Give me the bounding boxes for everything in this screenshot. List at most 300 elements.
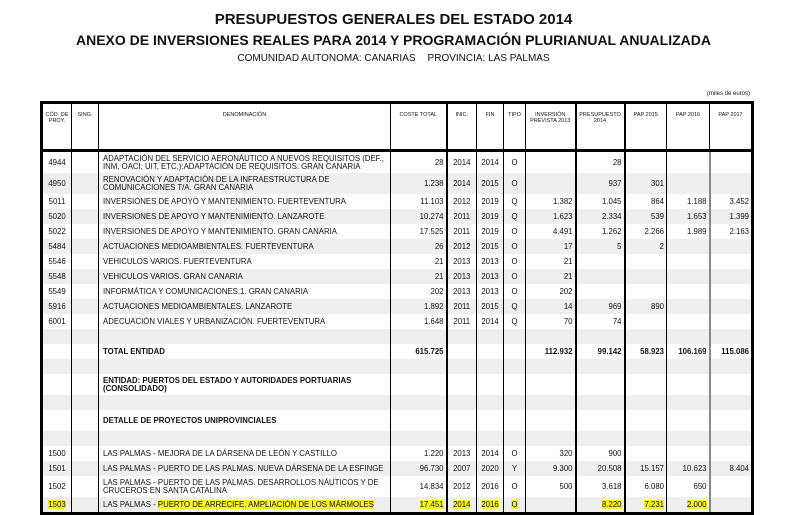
document-subtitle: ANEXO DE INVERSIONES REALES PARA 2014 Y PROGRAMACIÓN PLURIANUAL ANUALIZADA <box>75 32 711 48</box>
cell-inic <box>447 395 477 410</box>
cell-tipo <box>504 329 526 344</box>
cell-coste: 26 <box>391 239 447 254</box>
cell-fin <box>477 431 504 446</box>
cell-sing <box>72 284 99 299</box>
cell-inic <box>447 431 477 446</box>
cell-sing <box>72 209 99 224</box>
highlighted-text: PUERTO DE ARRECIFE. AMPLIACIÓN DE LOS MÁRMOLES <box>157 499 374 509</box>
cell-inv: 21 <box>526 254 576 269</box>
cell-fin <box>477 497 504 514</box>
cell-inic: 2007 <box>447 461 477 476</box>
cell-den: ENTIDAD: PUERTOS DEL ESTADO Y AUTORIDADES PORTUARIAS (CONSOLIDADO) <box>99 374 391 395</box>
region-line <box>0 53 787 64</box>
cell-cod: 1502 <box>42 476 72 497</box>
cell-fin: 2019 <box>477 209 504 224</box>
cell-tipo <box>504 344 526 359</box>
cell-coste: 14.834 <box>391 476 447 497</box>
document-title: PRESUPUESTOS GENERALES DEL ESTADO 2014 <box>214 11 573 28</box>
cell-coste <box>391 329 447 344</box>
cell-coste: 11.103 <box>391 194 447 209</box>
cell-coste: 28 <box>391 151 447 174</box>
cell-cod <box>42 374 72 395</box>
cell-den: DETALLE DE PROYECTOS UNIPROVINCIALES <box>99 410 391 431</box>
cell-den: ADAPTACIÓN DEL SERVICIO AERONÁUTICO A NUEVOS REQUISITOS (DEF., INM, OACI, UIT, ETC.):ADAPTACIÓN DE REQUISITOS. GRAN CANARIA <box>99 151 391 174</box>
cell-cod: 6001 <box>42 314 72 329</box>
cell-pres: 1.262 <box>576 224 625 239</box>
cell-inv <box>526 497 576 514</box>
cell-coste: 1.220 <box>391 446 447 461</box>
cell-inic: 2014 <box>447 173 477 194</box>
cell-inv: 320 <box>526 446 576 461</box>
cell-coste <box>391 374 447 395</box>
cell-p17 <box>710 314 753 329</box>
table-row <box>42 173 753 194</box>
cell-cod: 5548 <box>42 269 72 284</box>
cell-inv: 14 <box>526 299 576 314</box>
cell-p16 <box>667 173 710 194</box>
table-row <box>42 299 753 314</box>
cell-pres: 99.142 <box>576 344 625 359</box>
cell-den <box>99 395 391 410</box>
cell-inv: 21 <box>526 269 576 284</box>
cell-sing <box>72 410 99 431</box>
cell-p16 <box>667 497 710 514</box>
highlighted-text: 2014 <box>453 499 471 509</box>
cell-den <box>99 497 391 514</box>
cell-cod <box>42 359 72 374</box>
cell-p16 <box>667 410 710 431</box>
cell-tipo <box>504 497 526 514</box>
column-header-tipo: TIPO <box>504 103 526 151</box>
table-row <box>42 284 753 299</box>
cell-pres <box>576 359 625 374</box>
cell-den: INFORMÁTICA Y COMUNICACIONES.1. GRAN CANARIA <box>99 284 391 299</box>
cell-p15 <box>625 374 667 395</box>
cell-tipo: O <box>504 151 526 174</box>
cell-p15 <box>625 446 667 461</box>
cell-tipo <box>504 410 526 431</box>
cell-p15: 58.923 <box>625 344 667 359</box>
community-label: COMUNIDAD AUTONOMA: CANARIAS <box>237 53 416 64</box>
province-label: PROVINCIA: LAS PALMAS <box>427 53 550 64</box>
cell-cod: 5484 <box>42 239 72 254</box>
cell-fin: 2014 <box>477 446 504 461</box>
cell-den: INVERSIONES DE APOYO Y MANTENIMIENTO. GRAN CANARIA <box>99 224 391 239</box>
cell-inic: 2012 <box>447 476 477 497</box>
cell-p17 <box>710 151 753 174</box>
cell-pres: 900 <box>576 446 625 461</box>
spacer-row <box>42 359 753 374</box>
cell-inic <box>447 329 477 344</box>
cell-p16 <box>667 151 710 174</box>
cell-tipo: O <box>504 284 526 299</box>
cell-pres: 74 <box>576 314 625 329</box>
cell-fin: 2019 <box>477 194 504 209</box>
cell-p17 <box>710 410 753 431</box>
column-header-fin: FIN <box>477 103 504 151</box>
cell-inv <box>526 431 576 446</box>
cell-inv: 500 <box>526 476 576 497</box>
column-header-inic: INIC. <box>447 103 477 151</box>
cell-fin: 2015 <box>477 239 504 254</box>
table-row <box>42 194 753 209</box>
cell-den: TOTAL ENTIDAD <box>99 344 391 359</box>
cell-inic <box>447 344 477 359</box>
cell-sing <box>72 194 99 209</box>
cell-inv: 1.382 <box>526 194 576 209</box>
highlighted-text: 8.220 <box>601 499 622 509</box>
cell-pres: 969 <box>576 299 625 314</box>
cell-tipo <box>504 374 526 395</box>
cell-p17: 8.404 <box>710 461 753 476</box>
cell-p17: 3.452 <box>710 194 753 209</box>
cell-pres <box>576 410 625 431</box>
cell-inv: 4.491 <box>526 224 576 239</box>
cell-p17 <box>710 446 753 461</box>
cell-inic: 2013 <box>447 284 477 299</box>
cell-fin: 2013 <box>477 284 504 299</box>
table-row <box>42 476 753 497</box>
cell-p17 <box>710 173 753 194</box>
cell-den: LAS PALMAS - MEJORA DE LA DÁRSENA DE LEÓN Y CASTILLO <box>99 446 391 461</box>
cell-inic <box>447 359 477 374</box>
cell-pres: 20.508 <box>576 461 625 476</box>
spacer-row <box>42 431 753 446</box>
cell-fin: 2013 <box>477 269 504 284</box>
cell-p17 <box>710 284 753 299</box>
cell-cod: 5549 <box>42 284 72 299</box>
cell-coste: 1.238 <box>391 173 447 194</box>
cell-p16: 106.169 <box>667 344 710 359</box>
cell-p15: 2 <box>625 239 667 254</box>
cell-den <box>99 329 391 344</box>
table-row <box>42 446 753 461</box>
cell-coste: 202 <box>391 284 447 299</box>
table-row <box>42 239 753 254</box>
cell-p17 <box>710 476 753 497</box>
cell-pres: 2.334 <box>576 209 625 224</box>
cell-cod: 1501 <box>42 461 72 476</box>
column-header-coste: COSTE TOTAL <box>391 103 447 151</box>
cell-den: VEHICULOS VARIOS. GRAN CANARIA <box>99 269 391 284</box>
cell-fin: 2019 <box>477 224 504 239</box>
cell-sing <box>72 239 99 254</box>
cell-fin <box>477 395 504 410</box>
cell-inic: 2011 <box>447 299 477 314</box>
cell-tipo: O <box>504 476 526 497</box>
cell-inv <box>526 329 576 344</box>
cell-inic: 2013 <box>447 254 477 269</box>
cell-inic: 2011 <box>447 209 477 224</box>
cell-den: LAS PALMAS - PUERTO DE LAS PALMAS. NUEVA DÁRSENA DE LA ESFINGE <box>99 461 391 476</box>
cell-pres <box>576 329 625 344</box>
table-row <box>42 209 753 224</box>
units-note: (miles de euros) <box>707 91 751 97</box>
table-row <box>42 374 753 395</box>
cell-coste <box>391 431 447 446</box>
cell-inv <box>526 374 576 395</box>
cell-sing <box>72 476 99 497</box>
cell-coste <box>391 359 447 374</box>
cell-p16 <box>667 314 710 329</box>
cell-inv: 17 <box>526 239 576 254</box>
column-header-p15: PAP 2015 <box>625 103 667 151</box>
cell-inic: 2013 <box>447 446 477 461</box>
cell-cod <box>42 344 72 359</box>
cell-inv: 202 <box>526 284 576 299</box>
cell-fin <box>477 410 504 431</box>
cell-tipo: O <box>504 446 526 461</box>
cell-fin <box>477 344 504 359</box>
highlighted-text: 1503 <box>48 499 66 509</box>
cell-cod: 1500 <box>42 446 72 461</box>
table-row <box>42 254 753 269</box>
cell-cod: 5020 <box>42 209 72 224</box>
cell-inic: 2012 <box>447 239 477 254</box>
cell-inic: 2011 <box>447 314 477 329</box>
cell-fin: 2015 <box>477 173 504 194</box>
cell-cod: 4950 <box>42 173 72 194</box>
cell-fin: 2016 <box>477 476 504 497</box>
cell-cod: 5011 <box>42 194 72 209</box>
cell-p15 <box>625 497 667 514</box>
table-row <box>42 497 753 514</box>
cell-den: RENOVACIÓN Y ADAPTACIÓN DE LA INFRAESTRUCTURA DE COMUNICACIONES T/A. GRAN CANARIA <box>99 173 391 194</box>
spacer-row <box>42 395 753 410</box>
cell-inv <box>526 359 576 374</box>
cell-coste: 1.892 <box>391 299 447 314</box>
cell-tipo: O <box>504 224 526 239</box>
table-row <box>42 410 753 431</box>
cell-den: LAS PALMAS - PUERTO DE LAS PALMAS. DESARROLLOS NÁUTICOS Y DE CRUCEROS EN SANTA CATALINA <box>99 476 391 497</box>
cell-den: ADECUACIÓN VIALES Y URBANIZACIÓN. FUERTEVENTURA <box>99 314 391 329</box>
cell-sing <box>72 269 99 284</box>
cell-p16 <box>667 329 710 344</box>
cell-p15: 890 <box>625 299 667 314</box>
cell-p16 <box>667 299 710 314</box>
cell-fin <box>477 374 504 395</box>
cell-sing <box>72 446 99 461</box>
cell-p15 <box>625 329 667 344</box>
cell-coste: 21 <box>391 254 447 269</box>
cell-sing <box>72 431 99 446</box>
cell-tipo: O <box>504 254 526 269</box>
cell-sing <box>72 254 99 269</box>
cell-cod <box>42 329 72 344</box>
highlighted-text: 2.000 <box>686 499 707 509</box>
cell-inv: 1.623 <box>526 209 576 224</box>
cell-pres <box>576 497 625 514</box>
cell-p15 <box>625 395 667 410</box>
column-header-den: DENOMINACIÓN <box>99 103 391 151</box>
cell-fin: 2020 <box>477 461 504 476</box>
cell-coste: 21 <box>391 269 447 284</box>
cell-inv: 9.300 <box>526 461 576 476</box>
cell-p15 <box>625 269 667 284</box>
cell-p17 <box>710 431 753 446</box>
cell-p15: 864 <box>625 194 667 209</box>
cell-p17 <box>710 299 753 314</box>
cell-pres <box>576 269 625 284</box>
cell-cod: 5916 <box>42 299 72 314</box>
cell-p16 <box>667 269 710 284</box>
cell-tipo: O <box>504 173 526 194</box>
cell-pres: 1.045 <box>576 194 625 209</box>
cell-sing <box>72 299 99 314</box>
cell-cod <box>42 497 72 514</box>
cell-den <box>99 359 391 374</box>
cell-den: VEHICULOS VARIOS. FUERTEVENTURA <box>99 254 391 269</box>
cell-coste: 1.648 <box>391 314 447 329</box>
cell-pres <box>576 284 625 299</box>
cell-cod <box>42 431 72 446</box>
table-row <box>42 344 753 359</box>
cell-p16: 650 <box>667 476 710 497</box>
cell-sing <box>72 173 99 194</box>
table-row <box>42 461 753 476</box>
cell-p15: 539 <box>625 209 667 224</box>
cell-p15: 6.080 <box>625 476 667 497</box>
cell-p15 <box>625 284 667 299</box>
cell-p16: 10.623 <box>667 461 710 476</box>
cell-p15 <box>625 151 667 174</box>
table-row <box>42 269 753 284</box>
cell-inv <box>526 151 576 174</box>
cell-tipo: Y <box>504 461 526 476</box>
cell-p15: 2.266 <box>625 224 667 239</box>
highlighted-text: O <box>511 499 518 509</box>
cell-pres: 5 <box>576 239 625 254</box>
cell-inic: 2012 <box>447 194 477 209</box>
cell-p16: 1.188 <box>667 194 710 209</box>
highlighted-text: 17.451 <box>419 499 444 509</box>
cell-p16: 1.653 <box>667 209 710 224</box>
cell-cod: 5546 <box>42 254 72 269</box>
cell-p17 <box>710 269 753 284</box>
cell-inic: 2011 <box>447 224 477 239</box>
cell-p16 <box>667 374 710 395</box>
cell-p17 <box>710 239 753 254</box>
column-header-sing: SING. <box>72 103 99 151</box>
column-header-p17: PAP 2017 <box>710 103 753 151</box>
cell-p17 <box>710 497 753 514</box>
cell-p15: 15.157 <box>625 461 667 476</box>
cell-fin <box>477 329 504 344</box>
cell-tipo: Q <box>504 314 526 329</box>
cell-tipo <box>504 359 526 374</box>
cell-pres <box>576 374 625 395</box>
cell-p17: 1.399 <box>710 209 753 224</box>
cell-p17 <box>710 395 753 410</box>
cell-inv <box>526 173 576 194</box>
cell-p17 <box>710 329 753 344</box>
cell-coste: 17.525 <box>391 224 447 239</box>
cell-coste <box>391 497 447 514</box>
column-header-inv: INVERSIÓN PREVISTA 2013 <box>526 103 576 151</box>
cell-p17 <box>710 359 753 374</box>
cell-p15 <box>625 431 667 446</box>
cell-sing <box>72 329 99 344</box>
cell-pres: 937 <box>576 173 625 194</box>
cell-den: ACTUACIONES MEDIOAMBIENTALES. LANZAROTE <box>99 299 391 314</box>
cell-den <box>99 431 391 446</box>
cell-inv: 112.932 <box>526 344 576 359</box>
cell-pres: 3.618 <box>576 476 625 497</box>
cell-p16 <box>667 446 710 461</box>
cell-inic <box>447 497 477 514</box>
cell-den: ACTUACIONES MEDIOAMBIENTALES. FUERTEVENTURA <box>99 239 391 254</box>
cell-p16 <box>667 284 710 299</box>
cell-pres: 28 <box>576 151 625 174</box>
cell-p16 <box>667 431 710 446</box>
table-row <box>42 224 753 239</box>
cell-sing <box>72 151 99 174</box>
cell-fin: 2014 <box>477 314 504 329</box>
cell-p17: 2.163 <box>710 224 753 239</box>
cell-tipo <box>504 395 526 410</box>
cell-pres <box>576 395 625 410</box>
cell-tipo: Q <box>504 209 526 224</box>
cell-p17: 115.086 <box>710 344 753 359</box>
cell-fin <box>477 359 504 374</box>
highlighted-text: 7.231 <box>644 499 664 509</box>
description-prefix: LAS PALMAS - <box>103 499 158 509</box>
cell-p16 <box>667 395 710 410</box>
cell-p16 <box>667 239 710 254</box>
cell-inic <box>447 374 477 395</box>
cell-pres <box>576 254 625 269</box>
cell-den: INVERSIONES DE APOYO Y MANTENIMIENTO. LANZAROTE <box>99 209 391 224</box>
table-row <box>42 151 753 174</box>
cell-inv: 70 <box>526 314 576 329</box>
cell-sing <box>72 497 99 514</box>
cell-p15 <box>625 314 667 329</box>
table-row <box>42 314 753 329</box>
cell-cod <box>42 410 72 431</box>
cell-sing <box>72 395 99 410</box>
cell-coste <box>391 395 447 410</box>
column-header-cod: CÓD. DE PROY. <box>42 103 72 151</box>
cell-tipo: O <box>504 269 526 284</box>
cell-inv <box>526 410 576 431</box>
cell-p16 <box>667 359 710 374</box>
cell-sing <box>72 359 99 374</box>
cell-sing <box>72 461 99 476</box>
spacer-row <box>42 329 753 344</box>
table-header <box>42 103 753 151</box>
cell-sing <box>72 314 99 329</box>
cell-coste: 96.730 <box>391 461 447 476</box>
cell-den: INVERSIONES DE APOYO Y MANTENIMIENTO. FUERTEVENTURA <box>99 194 391 209</box>
cell-tipo: Q <box>504 194 526 209</box>
cell-coste: 10.274 <box>391 209 447 224</box>
cell-fin: 2013 <box>477 254 504 269</box>
cell-sing <box>72 224 99 239</box>
cell-coste <box>391 410 447 431</box>
cell-tipo <box>504 431 526 446</box>
investments-table <box>40 101 754 515</box>
cell-inv <box>526 395 576 410</box>
cell-p16: 1.989 <box>667 224 710 239</box>
cell-p15 <box>625 254 667 269</box>
cell-fin: 2014 <box>477 151 504 174</box>
column-header-p16: PAP 2016 <box>667 103 710 151</box>
cell-inic: 2014 <box>447 151 477 174</box>
cell-inic <box>447 410 477 431</box>
cell-tipo: Q <box>504 299 526 314</box>
cell-sing <box>72 374 99 395</box>
cell-p15: 301 <box>625 173 667 194</box>
